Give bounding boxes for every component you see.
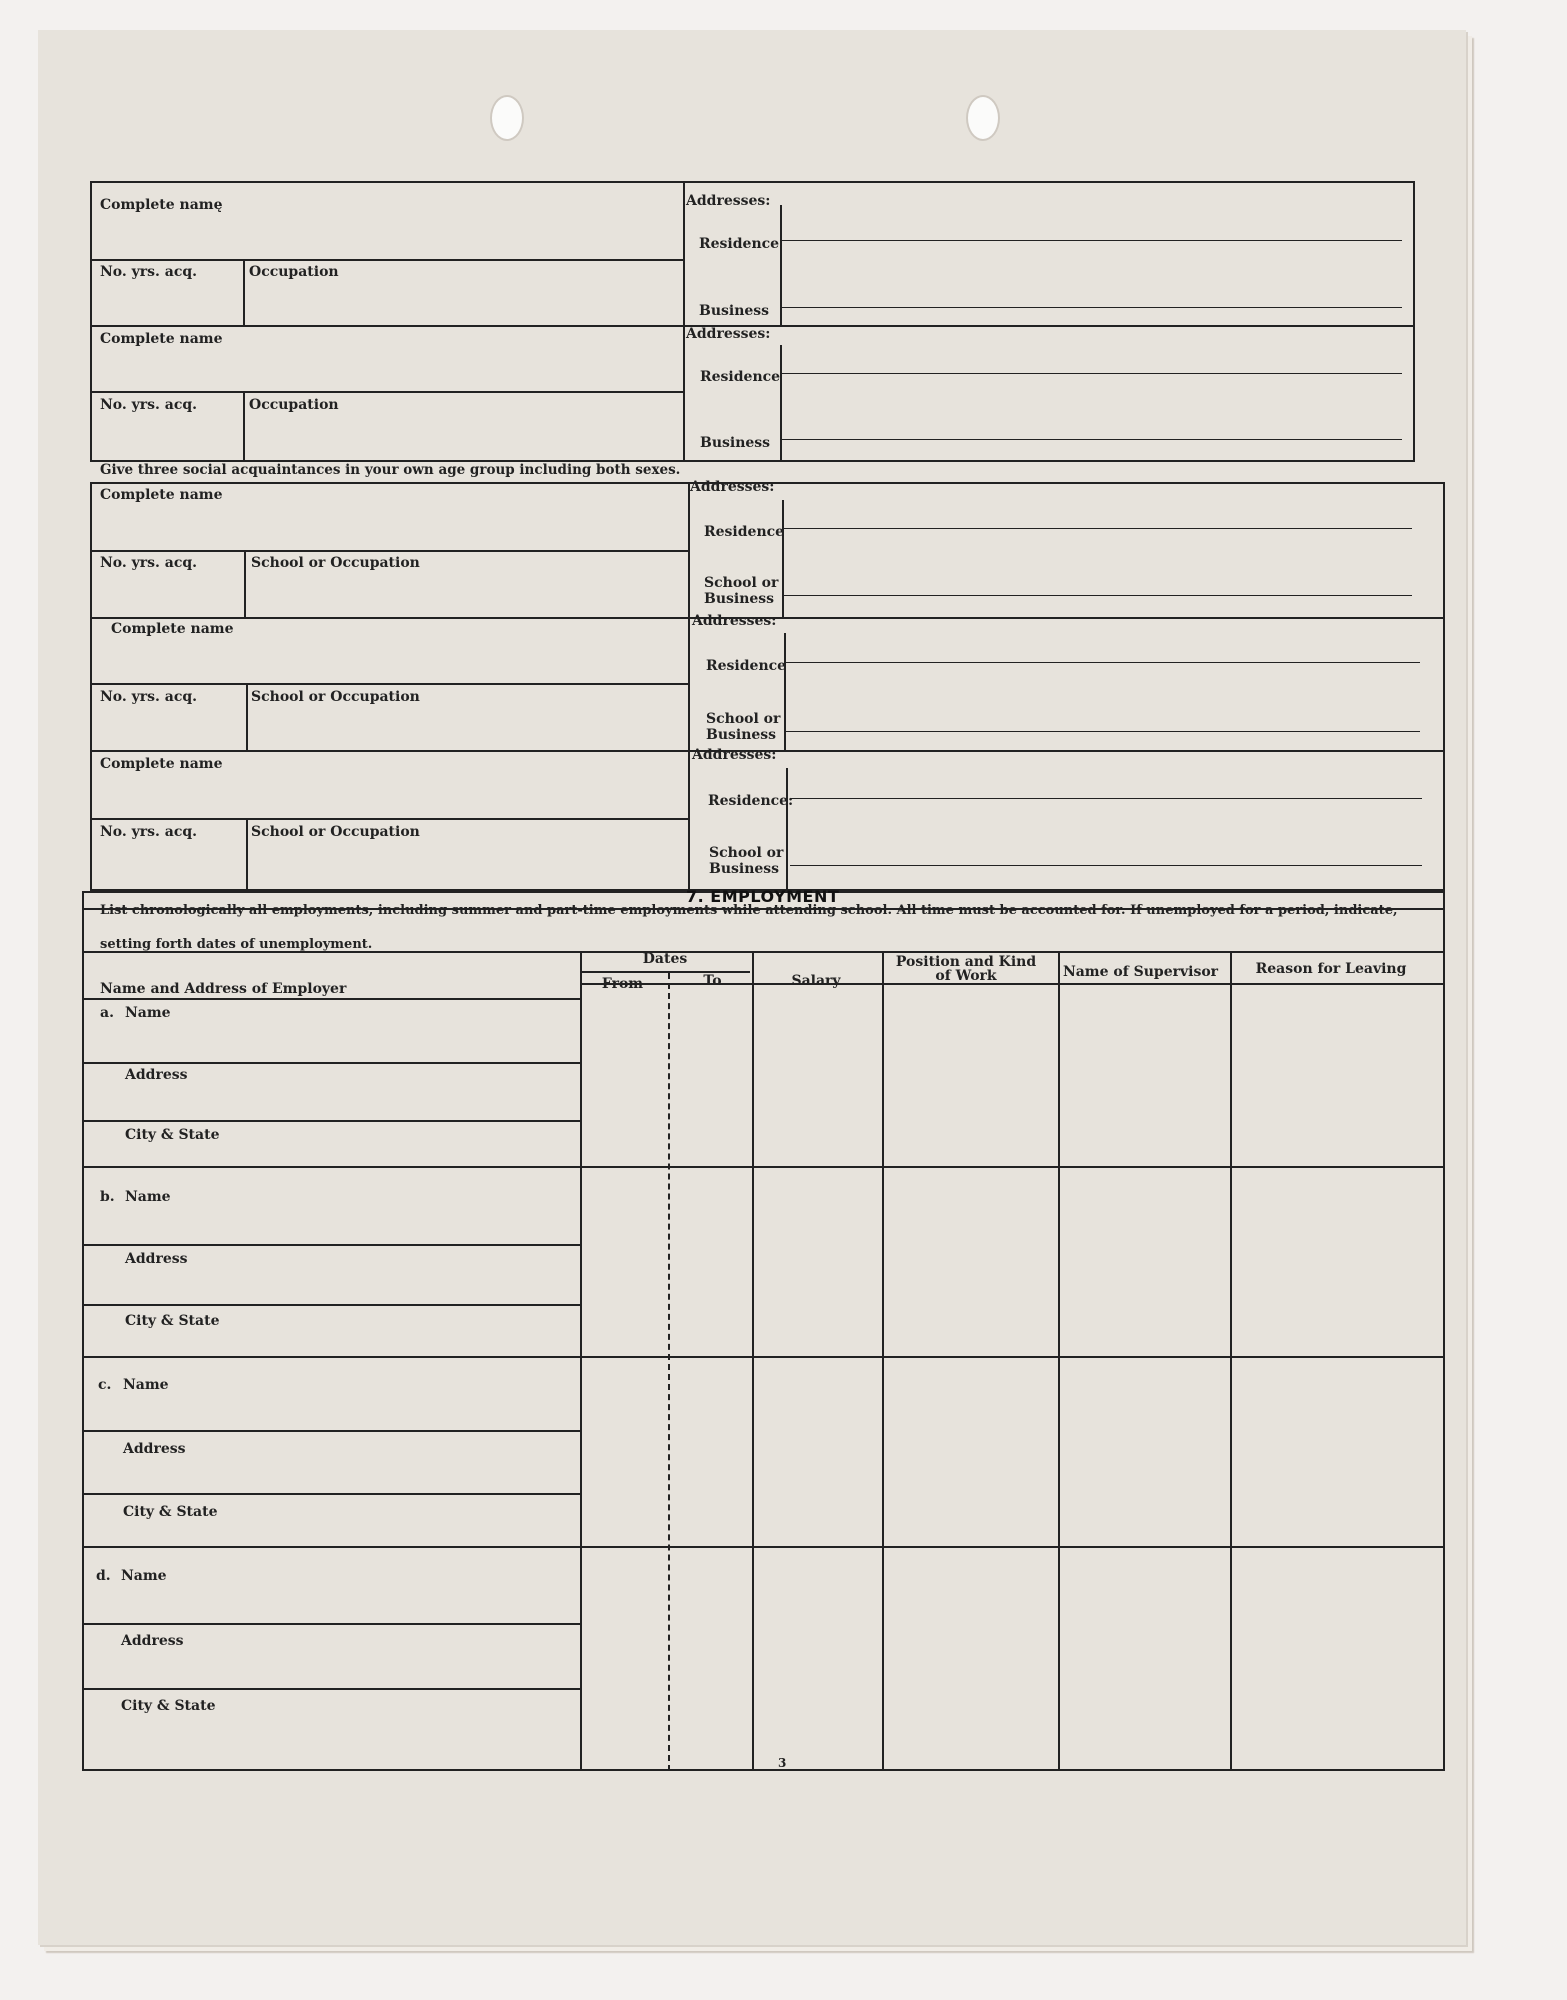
residence-label: Residence bbox=[706, 658, 787, 674]
line bbox=[82, 1493, 580, 1495]
line bbox=[782, 500, 784, 617]
residence-line bbox=[784, 528, 1412, 529]
residence-label: Residence bbox=[700, 369, 781, 385]
punch-hole-left bbox=[490, 95, 524, 141]
line bbox=[784, 633, 786, 750]
years-acquainted-label: No. yrs. acq. bbox=[100, 264, 198, 280]
employer-name-label: Name bbox=[125, 1005, 171, 1021]
employment-section-title: 7. EMPLOYMENT bbox=[686, 887, 840, 906]
addresses-label: Addresses: bbox=[692, 613, 777, 629]
dates-column-header: Dates bbox=[642, 951, 688, 967]
occupation-label: Occupation bbox=[249, 397, 339, 413]
business-label: Business bbox=[704, 591, 775, 607]
business-label: Business bbox=[699, 303, 770, 319]
line bbox=[82, 1623, 580, 1625]
line bbox=[90, 550, 688, 552]
employer-name-label: Name bbox=[121, 1568, 167, 1584]
line bbox=[246, 683, 248, 750]
entry-letter: a. bbox=[100, 1005, 114, 1021]
school-business-line bbox=[784, 595, 1412, 596]
entry-letter: b. bbox=[100, 1189, 115, 1205]
business-line bbox=[782, 307, 1402, 308]
top-divider-vertical bbox=[683, 181, 685, 462]
line bbox=[752, 951, 754, 1771]
employer-name-label: Name bbox=[123, 1377, 169, 1393]
line bbox=[82, 1244, 580, 1246]
line bbox=[82, 1120, 580, 1122]
business-label: Business bbox=[700, 435, 771, 451]
line bbox=[82, 1304, 580, 1306]
from-column-header: From bbox=[601, 976, 644, 992]
employer-city-state-label: City & State bbox=[123, 1504, 218, 1520]
supervisor-column-header: Name of Supervisor bbox=[1062, 964, 1219, 980]
punch-hole-right bbox=[966, 95, 1000, 141]
complete-name-label: Complete name bbox=[100, 331, 223, 347]
social-divider-vertical bbox=[688, 482, 690, 891]
line bbox=[243, 391, 245, 462]
business-line bbox=[782, 439, 1402, 440]
complete-name-label: Complete name bbox=[100, 487, 223, 503]
line bbox=[1058, 951, 1060, 1771]
addresses-label: Addresses: bbox=[686, 193, 771, 209]
entry-letter: c. bbox=[98, 1377, 112, 1393]
school-or-label: School or bbox=[704, 575, 779, 591]
school-business-line bbox=[790, 865, 1422, 866]
line bbox=[1230, 951, 1232, 1771]
line bbox=[90, 259, 683, 261]
line bbox=[882, 951, 884, 1771]
addresses-label: Addresses: bbox=[686, 326, 771, 342]
line bbox=[580, 983, 1445, 985]
employer-address-label: Address bbox=[125, 1067, 188, 1083]
line bbox=[90, 683, 688, 685]
to-column-header: To bbox=[703, 973, 722, 989]
addresses-label: Addresses: bbox=[690, 479, 775, 495]
line bbox=[580, 971, 750, 973]
employment-instruction-line2: setting forth dates of unemployment. bbox=[100, 937, 373, 952]
line bbox=[90, 391, 683, 393]
business-label: Business bbox=[706, 727, 777, 743]
residence-label: Residence: bbox=[708, 793, 794, 809]
line bbox=[786, 768, 788, 891]
line bbox=[90, 818, 688, 820]
line bbox=[580, 951, 582, 1771]
social-acquaintances-instruction: Give three social acquaintances in your own age group including both sexes. bbox=[100, 462, 681, 478]
employer-address-label: Address bbox=[125, 1251, 188, 1267]
complete-name-label: Complete name bbox=[111, 621, 234, 637]
line bbox=[82, 1430, 580, 1432]
complete-name-label: Complete namę bbox=[100, 197, 223, 213]
residence-line bbox=[790, 798, 1422, 799]
line bbox=[82, 951, 1445, 953]
position-column-header-line1: Position and Kind bbox=[895, 954, 1037, 970]
salary-column-header: Salary bbox=[791, 973, 841, 989]
line bbox=[82, 1688, 580, 1690]
line bbox=[244, 550, 246, 617]
school-business-line bbox=[786, 731, 1420, 732]
line bbox=[82, 998, 580, 1000]
complete-name-label: Complete name bbox=[100, 756, 223, 772]
school-occupation-label: School or Occupation bbox=[251, 824, 420, 840]
years-acquainted-label: No. yrs. acq. bbox=[100, 824, 198, 840]
line bbox=[82, 1062, 580, 1064]
occupation-label: Occupation bbox=[249, 264, 339, 280]
business-label: Business bbox=[709, 861, 780, 877]
addresses-label: Addresses: bbox=[692, 747, 777, 763]
residence-line bbox=[782, 373, 1402, 374]
line bbox=[243, 259, 245, 325]
years-acquainted-label: No. yrs. acq. bbox=[100, 555, 198, 571]
references-top-frame bbox=[90, 181, 1415, 462]
page-number: 3 bbox=[778, 1756, 787, 1770]
position-column-header-line2: of Work bbox=[935, 968, 997, 984]
employer-city-state-label: City & State bbox=[121, 1698, 216, 1714]
line bbox=[246, 818, 248, 891]
years-acquainted-label: No. yrs. acq. bbox=[100, 397, 198, 413]
years-acquainted-label: No. yrs. acq. bbox=[100, 689, 198, 705]
residence-line bbox=[786, 662, 1420, 663]
employer-city-state-label: City & State bbox=[125, 1127, 220, 1143]
line bbox=[82, 1356, 1445, 1358]
residence-label: Residence bbox=[699, 236, 780, 252]
school-or-label: School or bbox=[706, 711, 781, 727]
school-occupation-label: School or Occupation bbox=[251, 555, 420, 571]
line bbox=[82, 1546, 1445, 1548]
employer-address-label: Address bbox=[121, 1633, 184, 1649]
residence-label: Residence bbox=[704, 524, 785, 540]
line bbox=[82, 1166, 1445, 1168]
reason-column-header: Reason for Leaving bbox=[1255, 961, 1407, 977]
employer-name-label: Name bbox=[125, 1189, 171, 1205]
employer-city-state-label: City & State bbox=[125, 1313, 220, 1329]
employment-instruction-line1: List chronologically all employments, including summer and part-time employments while attending school. All time must be accounted for. If unemployed for a period, indicate, bbox=[100, 903, 1398, 918]
entry-letter: d. bbox=[96, 1568, 111, 1584]
school-occupation-label: School or Occupation bbox=[251, 689, 420, 705]
from-to-dashed-divider bbox=[668, 973, 670, 1771]
line bbox=[780, 345, 782, 462]
school-or-label: School or bbox=[709, 845, 784, 861]
employer-address-label: Address bbox=[123, 1441, 186, 1457]
employer-column-header: Name and Address of Employer bbox=[100, 981, 347, 997]
residence-line bbox=[782, 240, 1402, 241]
employment-frame bbox=[82, 891, 1445, 1771]
